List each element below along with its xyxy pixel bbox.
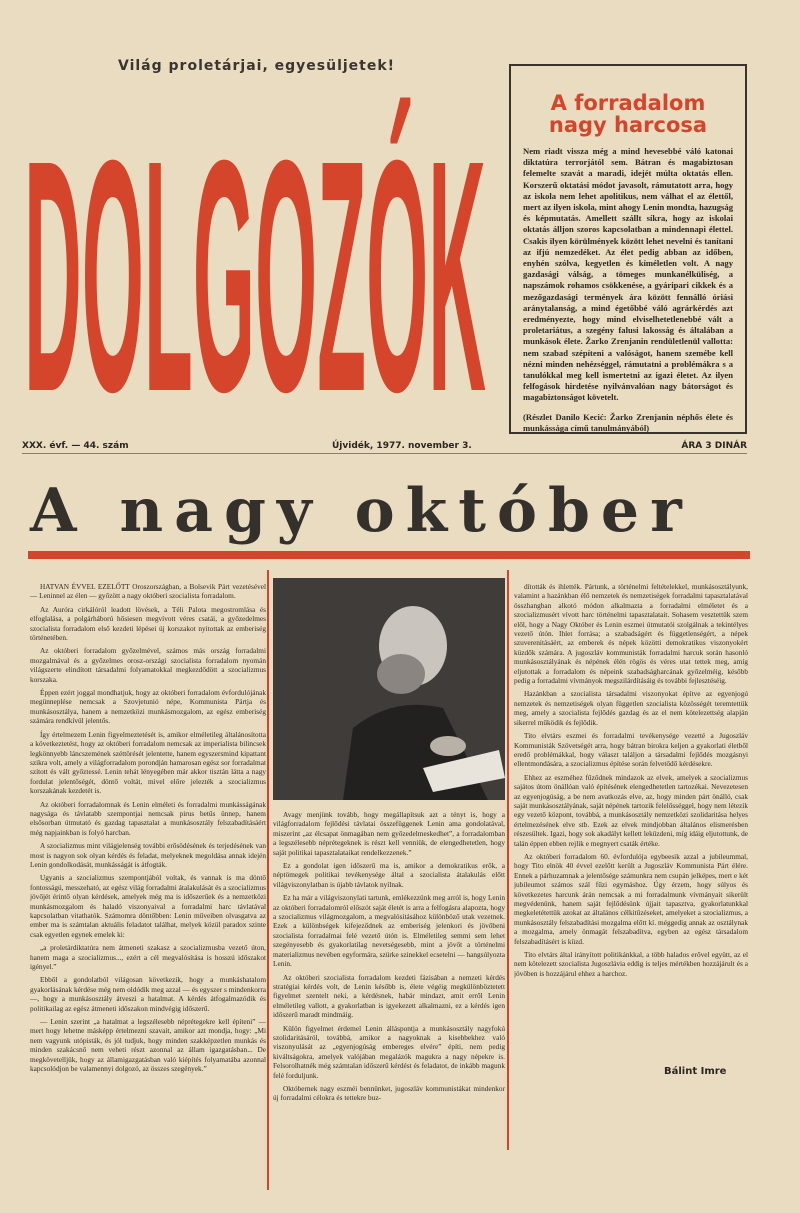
column-divider-right xyxy=(507,570,509,1150)
article-paragraph: Ebből a gondolatból világosan következik, hogy a munkáshatalom gyakorlásának kérdése még nem oldódik meg azzal — és egyszer s mindenkorra —, hogy a munkásosztály átveszi a hatalmat. A kérdés átfogalmazódik és politikailag az egész átmeneti időszakon mindvégig időszerű. xyxy=(30,975,266,1013)
article-author: Bálint Imre xyxy=(664,1066,727,1077)
article-paragraph: Ez ha már a világviszonylati tartunk, emlékezzünk meg arról is, hogy Lenin az októberi forradalomról előszót saját életét is arra a felfogásra alapozta, hogy a szocializmus világmozgalom, a megvalósításához különböző utak vezetnek. Ezek a különbségek kifejeződnek az emberiség jelenkori és jövőbeni szocialista forradalmai felé vezető útón is. Elméletileg semmi sem lehet szegényesebb és gyakorlatilag nevetségesebb, mint a jövőt a történelmi materializmus nevében egyformára, szürke szinekkel ecsetelni — hangsúlyozta Lenin. xyxy=(273,893,505,969)
article-paragraph: Az októberi forradalom 60. évfordulója egybeesik azzal a jubileummal, hogy Tito elnök 40 évvel ezelőtt került a Jugoszláv Kommunista Párt élére. Ennek a párhuzamnak a jelentősége számunkra nem csupán jelképes, mert e két jubileumot számos szál fűzi egymáshoz. Úgy érzem, hogy súlyos és következetes harcunk árán nemcsak a mi forradalmunk vívmányait sikerült megvédenünk, hanem saját fejlődésünk újjait tapasztva, gyakorlatunkkal megkeletétettük azokat az általános célkitűzéseket, amelyeket a szocializmus, a munkásosztály felszabadítási mozgalma előtt kí. méggedig annak az osztálynak a mozgalma, amely önmagát felszabadítva, egyben az egész társadalom felszabadításért is küzd. xyxy=(514,851,748,946)
lenin-photo xyxy=(273,578,505,800)
article-paragraph: Így értelmezem Lenin figyelmeztetését is, amikor elméletileg általánosította a következtetést, hogy az októberi forradalom nemcsak az imperialista bilincsek legkönnyebb láncszemének széttörését jelentette, hanem egyszersmind kipattant szikra volt, amely a világforradalom porondján hamarosan egész sor forradalmat szított és vált győztessé. Lenin tehát lényegében már akkor tisztán látta a nagy fordulat jelentőségét, döntő voltát, mivel előre jelezték a szocializmus korszakának kezdetét is. xyxy=(30,729,266,796)
article-paragraph: Az októberi forradalomnak és Lenin elméleti és forradalmi munkásságának nagysága és távlatabb szempontjai nemcsak pirus betűs ünnep, hanem elsősorban útmutató és gazdag tapasztalat a munkásosztály felszabadításáért még napjainkban is folyó harcban. xyxy=(30,799,266,837)
article-paragraph: Ugyanis a szocializmus szempontjából voltak, és vannak is ma döntő fontosságú, messzeható, az egész világ forradalmi átalakulását és a szocializmus jövőjét érintő olyan kérdések, amelyek még ma is időszerűek és a nemzetközi munkásmozgalom és haladó viszonyaival a forradalmi harc távlatával kapcsolatban vitathatók. Számomra döntőbben: Lenin műveiben olvasgatva az ember ma is számtalan aktuális feladatot találhat, melyek közül paradox szinte csak egyetlen egynek emelek ki: xyxy=(30,873,266,939)
masthead-motto: Világ proletárjai, egyesüljetek! xyxy=(118,58,396,74)
article-paragraph: Tito elvtárs eszmei és forradalmi tevékenysége vezetté a Jugoszláv Kommunisták Szövetségét arra, hogy bátran birokra keljen a gyakorlati életből eredő problémákkal, hogy választ találjon a társadalmi fejlődés mozgásnyi ellentmondására, a szocializmus építése során felvetődő kérdésekre. xyxy=(514,731,748,769)
article-paragraph: Októbernek nagy eszméi bennünket, jugoszláv kommunistákat mindenkor új forradalmi célokra és tettekre buz- xyxy=(273,1083,505,1103)
issue-volume: XXX. évf. — 44. szám xyxy=(22,441,129,451)
article-paragraph: A szocializmus mint világjelenség további erősödésének és terjedésének van most is nagyon sok olyan kérdés és feladat, melyeknek megoldása annak idején Lenin gondolkodását, munkásságát is átfogták. xyxy=(30,841,266,869)
issue-place-date: Újvidék, 1977. november 3. xyxy=(332,441,472,451)
article-paragraph: Ehhez az eszméhez fűződnek mindazok az elvek, amelyek a szocializmus sajátos útom önállóan való építésének elengedhetetlen tartozékai. Nevezetesen az egyenjogúság, a be nem avatkozás elve, az, hogy minden párt önálló, csak saját munkásosztályának, saját népének tartozik felelősséggel, hogy nem létezik egy vezető központ, továbbá, a munkásosztály nemzetközi szolidaritása helyes értelmezésének elve stb. Ezek az elvek mindjobban általános elismerésben részesültek. Igazi, hogy sok akadályt kellett leküzdeni, míg idáig eljutottunk, de talán éppen ebben rejlik e megnyert csaták értéke. xyxy=(514,772,748,848)
article-paragraph: Az októberi forradalom győzelmével, számos más ország forradalmi mozgalmával és a győzelmes orosz-országi szocialista forradalom nyomán világszerte elindított társadalmi folyamatokkal megkezdődött a szocializmus korszaka. xyxy=(30,646,266,684)
article-column-2 xyxy=(273,810,505,1130)
masthead-logo xyxy=(22,78,492,428)
dateline xyxy=(22,437,747,457)
portrait-image xyxy=(273,578,505,800)
article-paragraph: Hazánkban a szocialista társadalmi viszonyokat építve az egyenjogú nemzetek és nemzetiségek olyan független szocialista közösségét teremtettük meg, amely a szocialista fejlődés gazdag és az el nem kötelezettség alapján sikerrel működik és fejlődik. xyxy=(514,689,748,727)
sidebar-title-line1: A forradalom xyxy=(550,91,706,115)
sidebar-title-line2: nagy harcosa xyxy=(548,113,708,137)
article-paragraph: Ez a gondolat igen időszerű ma is, amikor a demokratikus erők, a néptömegek politikai tevékenysége által a szocialista átalakulás előtt világviszonylatban is újabb távlatok nyílnak. xyxy=(273,861,505,889)
article-paragraph: Avagy menjünk tovább, hogy megállapítsuk azt a tényt is, hogy a világforradalom fejlődési távlatai összefüggenek Lenin ama gondolatával, miszerint „az élcsapat önmagában nem győzedelmeskedhet”, a forradalomban a legszélesebb néprétegeknek is részt kell venniük, de elengedhetetlen, hogy saját politikai tapasztalataikat rendelkezzenek.” xyxy=(273,810,505,857)
sidebar-body: Nem riadt vissza még a mind hevesebbé váló katonai diktatúra terrorjától sem. Bátran és magabiztosan felemelte szavát a maradi, idejét múlta oktatás ellen. Korszerű oktatási módot javasolt, rámutatott arra, hogy az iskola nem lehet apolitikus, nem válhat el az élettől, mert az ilyen iskola, mint ahogy Lenin mondta, hazugság és képmutatás. Amellett szállt síkra, hogy az iskolai oktatás álljon szoros kapcsolatban a mindennapi élettel. Csakis ilyen körülmények között lehet nevelni és tanítani az ifjú nemzedéket. Az élet pedig abban az időben, enyhén szólva, kegyetlen és kíméletlen volt. A nagy gazdasági válság, a tömeges munkanélküliség, a napszámok rohamos csökkenése, a gyáripari cikkek és a mezőgazdasági termények ára között fennálló óriási aránytalanság, a mind égetőbbé váló agrárkérdés azt eredményezte, hogy mind elviselhetetlenebbé vált a proletariátus, a szegény falusi lakosság és általában a munkások élete. Žarko Zrenjanin rendületlenül vallotta: nem szabad szépíteni a valóságot, hanem szemébe kell nézni minden nehézséggel, rámutatni a problémákra s a tanulókkal meg kell ismertetni az igazi életet. Az ilyen felfogások hirdetése nyilvánvalóan nagy bátorságot és magabiztonságot követelt. xyxy=(523,146,733,403)
article-paragraph: Tito elvtárs által irányított politikánkkal, a több halados erővel együtt, az el nem kötelezett szocialista Jugoszlávia eddig is teljes mértékben hozzájárult és a jövőben is hozzájárul ehhez a harchoz. xyxy=(514,950,748,978)
article-paragraph: Külön figyelmet érdemel Lenin álláspontja a munkásosztály nagyfokú szolidaritásáról, továbbá, amikor a nagyoknak a kisebbekhez való viszonyulását az „egyenjogúság embereges elvére” építi, nem pedig kiváltságokra, amelyek valójában megalázók magukra a nagy népekre is. Felsorolhatnék még számtalan időszerű kérdést és feladatot, de inkább magunk felé forduljunk. xyxy=(273,1023,505,1080)
sidebar-credit: (Részlet Danilo Kecić: Žarko Zrenjanin néphős élete és munkássága című tanulmányából) xyxy=(523,411,733,433)
masthead xyxy=(22,78,492,428)
dateline-rule xyxy=(22,453,747,454)
sidebar-title xyxy=(523,92,733,136)
article-column-3 xyxy=(514,582,748,1077)
article-paragraph: HATVAN ÉVVEL EZELŐTT Oroszországban, a Bolsevik Párt vezetésével — Leninnel az élen — győzött a nagy októberi szocialista forradalom. xyxy=(30,582,266,601)
headline-red-bar xyxy=(28,551,750,559)
article-paragraph: Éppen ezért joggal mondhatjuk, hogy az októberi forradalom évfordulójának megünneplése nemcsak a Szovjetunió népe, Kommunista Pártja és munkásosztálya, hanem a nemzetközi munkásmozgalom, az egész emberiség számára rendkívül jelentős. xyxy=(30,688,266,726)
article-paragraph: Az Auróra cirkálóról leadott lövések, a Téli Palota megostromlása és elfoglalása, a polgárháború hősiesen megvívott véres csatái, a győzedelmes szocialista forradalom első kezdeti lépései új korszakot nyitottak az emberiség történetében. xyxy=(30,604,266,643)
article-paragraph: „a proletárdiktatúra nem átmeneti szakasz a szocializmusba vezető úton, hanem maga a szocializmus..., ezért a cél megvalósítása is hosszú időszakot igényel.” xyxy=(30,943,266,972)
issue-price: ÁRA 3 DINÁR xyxy=(681,441,747,451)
masthead-title: DOLGOZÓK xyxy=(24,91,486,428)
column-divider-left xyxy=(267,570,269,1190)
article-paragraph: dították és ihlették. Pártunk, a történelmi feltételekkel, munkásosztályunk, valamint a hazánkban élő nemzetek és nemzetiségek forradalmi tapasztalatával összhangban alkotó módon alkalmazta a forradalmi elméletet és a szocializmusért vívott harc történelmi tapasztalatait. Sohasem vesztettük szem elől, hogy a Nagy Október és Lenin eszmei útmutatói szolgálnak a tekintélyes vezető útón. Ihlet forrása; a szabadságért és függetlenségért, a népek szuverenitásáért, az emberek és népek közötti demokratikus viszonyokért küzdők számára. A jugoszláv kommunisták forradalmi harcuk során hasonló munkásosztályának és népének élén rögös és véres utat tettek meg, amíg eljutottak a forradalom és népeink szabadságharcának győzelméig, később pedig a forradalmi vívmányok megszilárdításáig és további fejlesztéséig. xyxy=(514,582,748,686)
article-paragraph: — Lenin szerint „a hatalmat a legszélesebb néprétegekre kell építeni” — mert hogy lehetne másképp értelmezni szavait, amikor azt mondja, hogy: „Mi nem vagyunk utópisták, és jól tudjuk, hogy minden szakképzetlen munkás és minden szakácsnő nem veheti részt azonnal az állam igazgatásban... De megkövetelljük, hogy az államigazgatásban való kiépítés folyamatába azonnal kapcsolódjon be valamennyi dolgozó, az összes szegények.” xyxy=(30,1017,266,1074)
article-column-1 xyxy=(30,582,266,1157)
article-paragraph: Az októberi szocialista forradalom kezdeti fázisában a nemzeti kérdés stratégiai kérdés volt, de Lenin később is, élete végéig megkülönböztetett figyelmet szentelt neki, a kérdésnek, habár mindazt, amit erről Lenin elméletileg vallott, a gyakorlatban is igyekezett alkalmazni, ez a kérdés igen időszerű maradt mindmáig. xyxy=(273,972,505,1020)
sidebar-article xyxy=(509,64,747,434)
main-headline: A nagy október xyxy=(30,476,693,546)
